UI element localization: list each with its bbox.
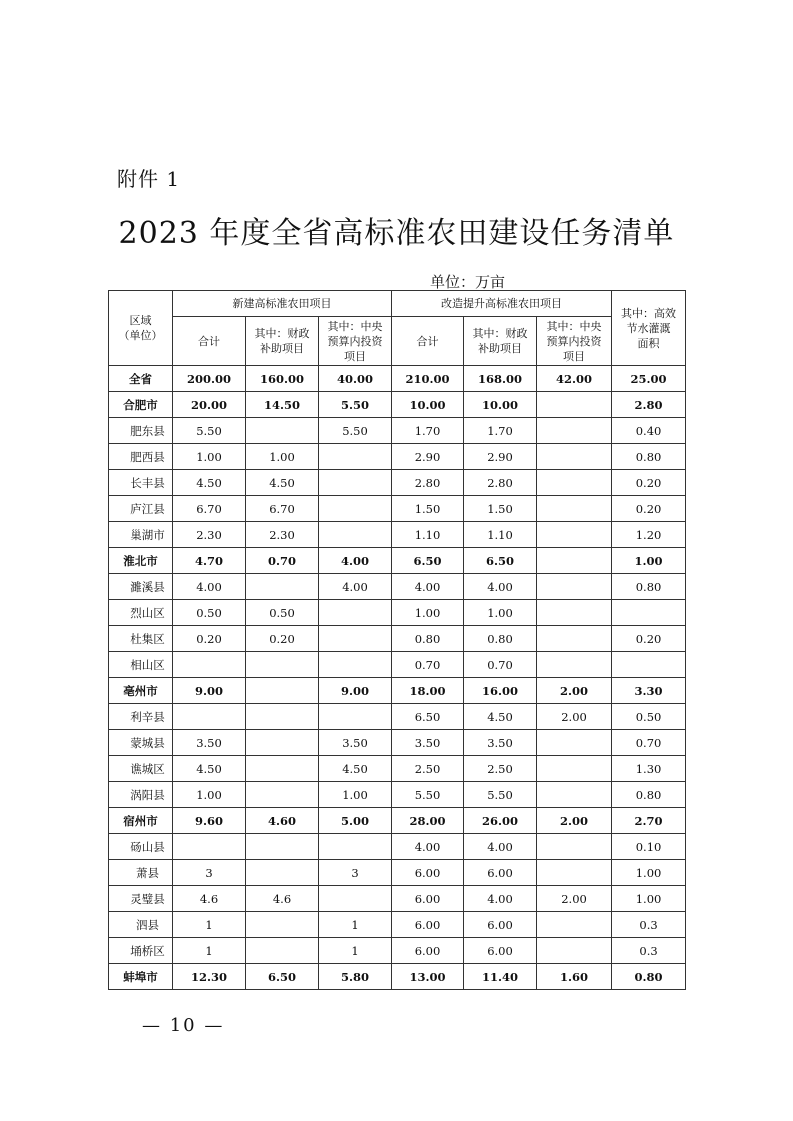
header-new-central [319, 317, 392, 366]
value-cell: 2.00 [537, 678, 612, 704]
table-row [109, 704, 686, 730]
value-cell: 2.00 [537, 808, 612, 834]
region-name-cell: 巢湖市 [109, 522, 173, 548]
value-cell: 200.00 [173, 366, 246, 392]
value-cell: 1.50 [392, 496, 464, 522]
header-upgrade-central [537, 317, 612, 366]
value-cell: 1 [319, 912, 392, 938]
value-cell: 2.70 [612, 808, 686, 834]
value-cell: 3.50 [319, 730, 392, 756]
value-cell: 26.00 [464, 808, 537, 834]
value-cell: 5.50 [173, 418, 246, 444]
region-name-cell: 涡阳县 [109, 782, 173, 808]
value-cell [246, 418, 319, 444]
value-cell: 0.20 [246, 626, 319, 652]
value-cell: 6.00 [392, 886, 464, 912]
value-cell: 2.00 [537, 886, 612, 912]
value-cell [319, 444, 392, 470]
value-cell: 6.00 [392, 860, 464, 886]
value-cell: 1.10 [392, 522, 464, 548]
value-cell [246, 574, 319, 600]
value-cell: 4.50 [246, 470, 319, 496]
table-row [109, 782, 686, 808]
value-cell: 1 [173, 938, 246, 964]
value-cell: 4.50 [173, 756, 246, 782]
document-title: 2023 年度全省高标准农田建设任务清单 [118, 216, 675, 251]
region-name-cell: 全省 [109, 366, 173, 392]
value-cell: 1.30 [612, 756, 686, 782]
value-cell: 4.00 [392, 834, 464, 860]
value-cell: 4.70 [173, 548, 246, 574]
value-cell: 6.00 [464, 938, 537, 964]
value-cell [246, 912, 319, 938]
value-cell: 0.10 [612, 834, 686, 860]
region-name-cell: 杜集区 [109, 626, 173, 652]
value-cell [319, 496, 392, 522]
value-cell: 16.00 [464, 678, 537, 704]
value-cell [537, 600, 612, 626]
table-row [109, 860, 686, 886]
value-cell: 3.50 [173, 730, 246, 756]
value-cell: 2.90 [464, 444, 537, 470]
region-name-cell: 合肥市 [109, 392, 173, 418]
header-water-saving [612, 291, 686, 366]
value-cell: 9.00 [173, 678, 246, 704]
value-cell: 2.80 [392, 470, 464, 496]
value-cell: 6.50 [392, 704, 464, 730]
value-cell [537, 418, 612, 444]
value-cell: 1.00 [246, 444, 319, 470]
value-cell: 5.80 [319, 964, 392, 990]
table-row [109, 548, 686, 574]
value-cell: 4.00 [319, 548, 392, 574]
value-cell: 0.70 [392, 652, 464, 678]
table-row [109, 626, 686, 652]
value-cell: 6.50 [464, 548, 537, 574]
value-cell [246, 730, 319, 756]
value-cell: 25.00 [612, 366, 686, 392]
value-cell: 6.70 [173, 496, 246, 522]
value-cell [537, 756, 612, 782]
value-cell: 0.3 [612, 912, 686, 938]
value-cell [537, 834, 612, 860]
value-cell [537, 626, 612, 652]
value-cell: 4.6 [246, 886, 319, 912]
value-cell: 0.20 [173, 626, 246, 652]
value-cell: 0.50 [246, 600, 319, 626]
value-cell: 6.00 [464, 912, 537, 938]
value-cell: 0.20 [612, 626, 686, 652]
header-upgrade-group: 改造提升高标准农田项目 [392, 291, 612, 317]
value-cell [537, 496, 612, 522]
region-name-cell: 相山区 [109, 652, 173, 678]
region-name-cell: 灵璧县 [109, 886, 173, 912]
value-cell: 4.6 [173, 886, 246, 912]
header-upgrade-central-text: 其中：中央 预算内投资 项目 [546, 319, 602, 363]
table-row [109, 470, 686, 496]
value-cell: 0.50 [173, 600, 246, 626]
value-cell: 6.50 [392, 548, 464, 574]
table-row [109, 834, 686, 860]
value-cell: 0.40 [612, 418, 686, 444]
value-cell: 10.00 [464, 392, 537, 418]
value-cell [173, 704, 246, 730]
region-name-cell: 肥东县 [109, 418, 173, 444]
region-name-cell: 萧县 [109, 860, 173, 886]
table-row [109, 366, 686, 392]
value-cell: 6.50 [246, 964, 319, 990]
value-cell: 2.30 [246, 522, 319, 548]
value-cell: 1.00 [612, 886, 686, 912]
value-cell [319, 600, 392, 626]
table-row [109, 496, 686, 522]
table-row [109, 600, 686, 626]
header-new-fiscal [246, 317, 319, 366]
value-cell: 20.00 [173, 392, 246, 418]
value-cell [246, 860, 319, 886]
region-name-cell: 泗县 [109, 912, 173, 938]
header-region-text: 区域 （单位） [118, 314, 163, 342]
header-new-total: 合计 [173, 317, 246, 366]
value-cell: 6.00 [464, 860, 537, 886]
value-cell: 2.90 [392, 444, 464, 470]
table-row [109, 886, 686, 912]
header-upgrade-fiscal-text: 其中：财政 补助项目 [472, 327, 528, 355]
value-cell [319, 704, 392, 730]
value-cell: 0.20 [612, 470, 686, 496]
value-cell: 0.80 [612, 964, 686, 990]
value-cell: 6.00 [392, 938, 464, 964]
region-name-cell: 砀山县 [109, 834, 173, 860]
value-cell [537, 470, 612, 496]
value-cell: 0.70 [464, 652, 537, 678]
value-cell: 2.30 [173, 522, 246, 548]
value-cell: 0.70 [612, 730, 686, 756]
value-cell [537, 912, 612, 938]
value-cell: 5.50 [319, 392, 392, 418]
value-cell: 40.00 [319, 366, 392, 392]
value-cell [319, 522, 392, 548]
value-cell: 4.50 [173, 470, 246, 496]
value-cell [319, 834, 392, 860]
attachment-label: 附件 1 [117, 167, 181, 191]
value-cell [319, 626, 392, 652]
value-cell [173, 652, 246, 678]
value-cell: 1 [173, 912, 246, 938]
value-cell: 4.00 [173, 574, 246, 600]
table-row [109, 756, 686, 782]
value-cell: 4.50 [319, 756, 392, 782]
value-cell: 4.60 [246, 808, 319, 834]
value-cell: 18.00 [392, 678, 464, 704]
value-cell: 1 [319, 938, 392, 964]
value-cell: 5.50 [392, 782, 464, 808]
value-cell: 5.50 [319, 418, 392, 444]
header-region [109, 291, 173, 366]
value-cell: 210.00 [392, 366, 464, 392]
value-cell [612, 600, 686, 626]
header-new-fiscal-text: 其中：财政 补助项目 [254, 327, 310, 355]
value-cell: 2.00 [537, 704, 612, 730]
value-cell: 6.00 [392, 912, 464, 938]
value-cell: 9.60 [173, 808, 246, 834]
table-row [109, 730, 686, 756]
table-row [109, 808, 686, 834]
value-cell: 3 [173, 860, 246, 886]
value-cell: 4.00 [319, 574, 392, 600]
region-name-cell: 利辛县 [109, 704, 173, 730]
value-cell: 11.40 [464, 964, 537, 990]
table-row [109, 678, 686, 704]
region-name-cell: 蒙城县 [109, 730, 173, 756]
value-cell: 1.00 [464, 600, 537, 626]
value-cell: 5.50 [464, 782, 537, 808]
value-cell [537, 548, 612, 574]
task-table [108, 290, 686, 990]
value-cell: 3.50 [464, 730, 537, 756]
value-cell: 1.50 [464, 496, 537, 522]
region-name-cell: 肥西县 [109, 444, 173, 470]
header-new-central-text: 其中：中央 预算内投资 项目 [327, 319, 383, 363]
value-cell: 0.80 [612, 444, 686, 470]
value-cell: 10.00 [392, 392, 464, 418]
value-cell: 4.00 [464, 886, 537, 912]
region-name-cell: 淮北市 [109, 548, 173, 574]
value-cell: 0.50 [612, 704, 686, 730]
value-cell [537, 392, 612, 418]
value-cell [246, 652, 319, 678]
value-cell [246, 782, 319, 808]
value-cell: 13.00 [392, 964, 464, 990]
value-cell [537, 574, 612, 600]
header-new-group: 新建高标准农田项目 [173, 291, 392, 317]
value-cell: 3.50 [392, 730, 464, 756]
value-cell [537, 860, 612, 886]
value-cell: 168.00 [464, 366, 537, 392]
region-name-cell: 谯城区 [109, 756, 173, 782]
value-cell: 0.3 [612, 938, 686, 964]
value-cell: 0.80 [464, 626, 537, 652]
table-row [109, 418, 686, 444]
region-name-cell: 濉溪县 [109, 574, 173, 600]
value-cell: 1.00 [173, 444, 246, 470]
value-cell: 1.00 [392, 600, 464, 626]
table-row [109, 444, 686, 470]
region-name-cell: 蚌埠市 [109, 964, 173, 990]
region-name-cell: 埇桥区 [109, 938, 173, 964]
table-row [109, 652, 686, 678]
value-cell: 5.00 [319, 808, 392, 834]
value-cell: 1.70 [392, 418, 464, 444]
value-cell: 0.20 [612, 496, 686, 522]
header-upgrade-total: 合计 [392, 317, 464, 366]
value-cell [612, 652, 686, 678]
value-cell [537, 522, 612, 548]
value-cell: 4.00 [464, 574, 537, 600]
table-row [109, 392, 686, 418]
value-cell: 4.00 [392, 574, 464, 600]
value-cell [537, 730, 612, 756]
value-cell: 160.00 [246, 366, 319, 392]
table-row [109, 964, 686, 990]
value-cell: 1.00 [173, 782, 246, 808]
value-cell: 28.00 [392, 808, 464, 834]
table-row [109, 938, 686, 964]
table-row [109, 574, 686, 600]
value-cell: 1.10 [464, 522, 537, 548]
header-water-saving-text: 其中：高效 节水灌溉 面积 [621, 306, 677, 350]
value-cell: 0.80 [612, 574, 686, 600]
header-row-group [109, 291, 686, 317]
value-cell: 4.00 [464, 834, 537, 860]
value-cell: 9.00 [319, 678, 392, 704]
value-cell: 2.80 [612, 392, 686, 418]
value-cell: 12.30 [173, 964, 246, 990]
page-number: — 10 — [142, 1015, 225, 1036]
value-cell: 14.50 [246, 392, 319, 418]
value-cell: 2.50 [464, 756, 537, 782]
region-name-cell: 宿州市 [109, 808, 173, 834]
region-name-cell: 长丰县 [109, 470, 173, 496]
value-cell [246, 938, 319, 964]
value-cell: 0.70 [246, 548, 319, 574]
header-row-sub [109, 317, 686, 366]
value-cell: 0.80 [392, 626, 464, 652]
value-cell: 1.60 [537, 964, 612, 990]
value-cell: 1.00 [612, 860, 686, 886]
region-name-cell: 庐江县 [109, 496, 173, 522]
value-cell: 0.80 [612, 782, 686, 808]
value-cell [246, 756, 319, 782]
value-cell [246, 834, 319, 860]
region-name-cell: 烈山区 [109, 600, 173, 626]
table-row [109, 522, 686, 548]
value-cell [319, 652, 392, 678]
value-cell [537, 652, 612, 678]
table-row [109, 912, 686, 938]
value-cell [173, 834, 246, 860]
value-cell: 3.30 [612, 678, 686, 704]
value-cell [319, 470, 392, 496]
header-upgrade-fiscal [464, 317, 537, 366]
value-cell: 1.20 [612, 522, 686, 548]
value-cell [537, 782, 612, 808]
value-cell: 6.70 [246, 496, 319, 522]
value-cell: 42.00 [537, 366, 612, 392]
value-cell [319, 886, 392, 912]
value-cell: 1.70 [464, 418, 537, 444]
table-body [109, 366, 686, 990]
unit-label: 单位：万亩 [430, 273, 506, 291]
value-cell: 2.50 [392, 756, 464, 782]
value-cell: 2.80 [464, 470, 537, 496]
value-cell: 1.00 [612, 548, 686, 574]
value-cell: 4.50 [464, 704, 537, 730]
value-cell [246, 678, 319, 704]
value-cell [537, 444, 612, 470]
value-cell: 1.00 [319, 782, 392, 808]
value-cell [537, 938, 612, 964]
region-name-cell: 亳州市 [109, 678, 173, 704]
value-cell [246, 704, 319, 730]
value-cell: 3 [319, 860, 392, 886]
